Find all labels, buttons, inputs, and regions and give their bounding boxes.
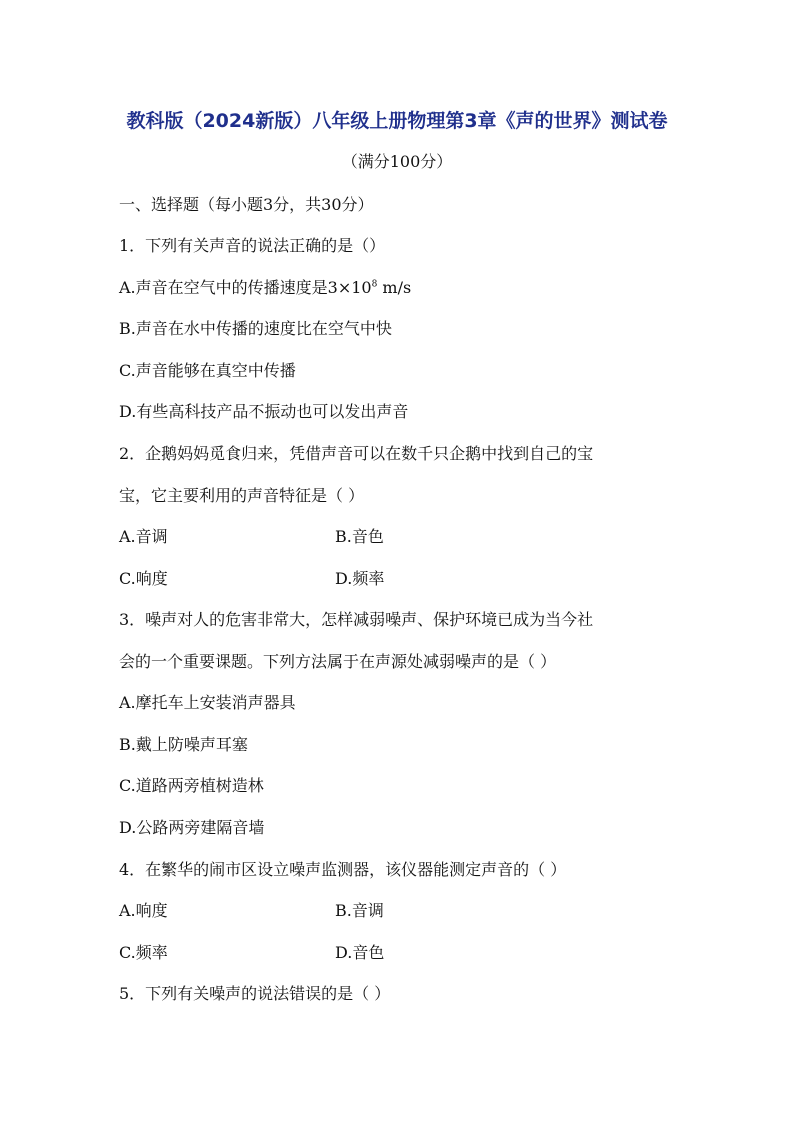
question-4-stem: 4．在繁华的闹市区设立噪声监测器，该仪器能测定声音的（ ） [119, 860, 567, 879]
question-3-option-a: A.摩托车上安装消声器具 [119, 693, 296, 712]
question-1-option-c: C.声音能够在真空中传播 [119, 361, 296, 380]
full-score-note: （满分100分） [341, 152, 453, 171]
question-5-stem: 5．下列有关噪声的说法错误的是（ ） [119, 984, 391, 1003]
question-1-option-d: D.有些高科技产品不振动也可以发出声音 [119, 402, 409, 421]
question-2-stem-line-2: 宝，它主要利用的声音特征是（ ） [119, 486, 365, 505]
question-3-stem-line-2: 会的一个重要课题。下列方法属于在声源处减弱噪声的是（ ） [119, 652, 557, 671]
section-heading: 一、选择题（每小题3分，共30分） [119, 195, 374, 214]
option-a-text: A.声音在空气中的传播速度是3×10 [119, 278, 372, 297]
question-3-option-c: C.道路两旁植树造林 [119, 776, 264, 795]
question-4-option-b: B.音调 [335, 901, 384, 920]
question-1-option-a [119, 275, 411, 298]
question-2-stem-line-1: 2．企鹅妈妈觅食归来，凭借声音可以在数千只企鹅中找到自己的宝 [119, 444, 594, 463]
question-3-stem-line-1: 3．噪声对人的危害非常大，怎样减弱噪声、保护环境已成为当今社 [119, 610, 594, 629]
question-3-option-b: B.戴上防噪声耳塞 [119, 735, 248, 754]
question-2-option-b: B.音色 [335, 527, 384, 546]
question-1-option-b: B.声音在水中传播的速度比在空气中快 [119, 319, 392, 338]
question-2-option-c: C.响度 [119, 569, 168, 588]
question-3-option-d: D.公路两旁建隔音墙 [119, 818, 265, 837]
question-4-option-c: C.频率 [119, 943, 168, 962]
exam-title: 教科版（2024新版）八年级上册物理第3章《声的世界》测试卷 [126, 110, 668, 132]
exponent: 8 [371, 279, 378, 290]
question-2-option-d: D.频率 [335, 569, 385, 588]
question-4-option-d: D.音色 [335, 943, 385, 962]
unit: m/s [377, 278, 412, 297]
question-4-option-a: A.响度 [119, 901, 168, 920]
question-2-option-a: A.音调 [119, 527, 168, 546]
question-1-stem: 1．下列有关声音的说法正确的是（） [119, 236, 386, 255]
